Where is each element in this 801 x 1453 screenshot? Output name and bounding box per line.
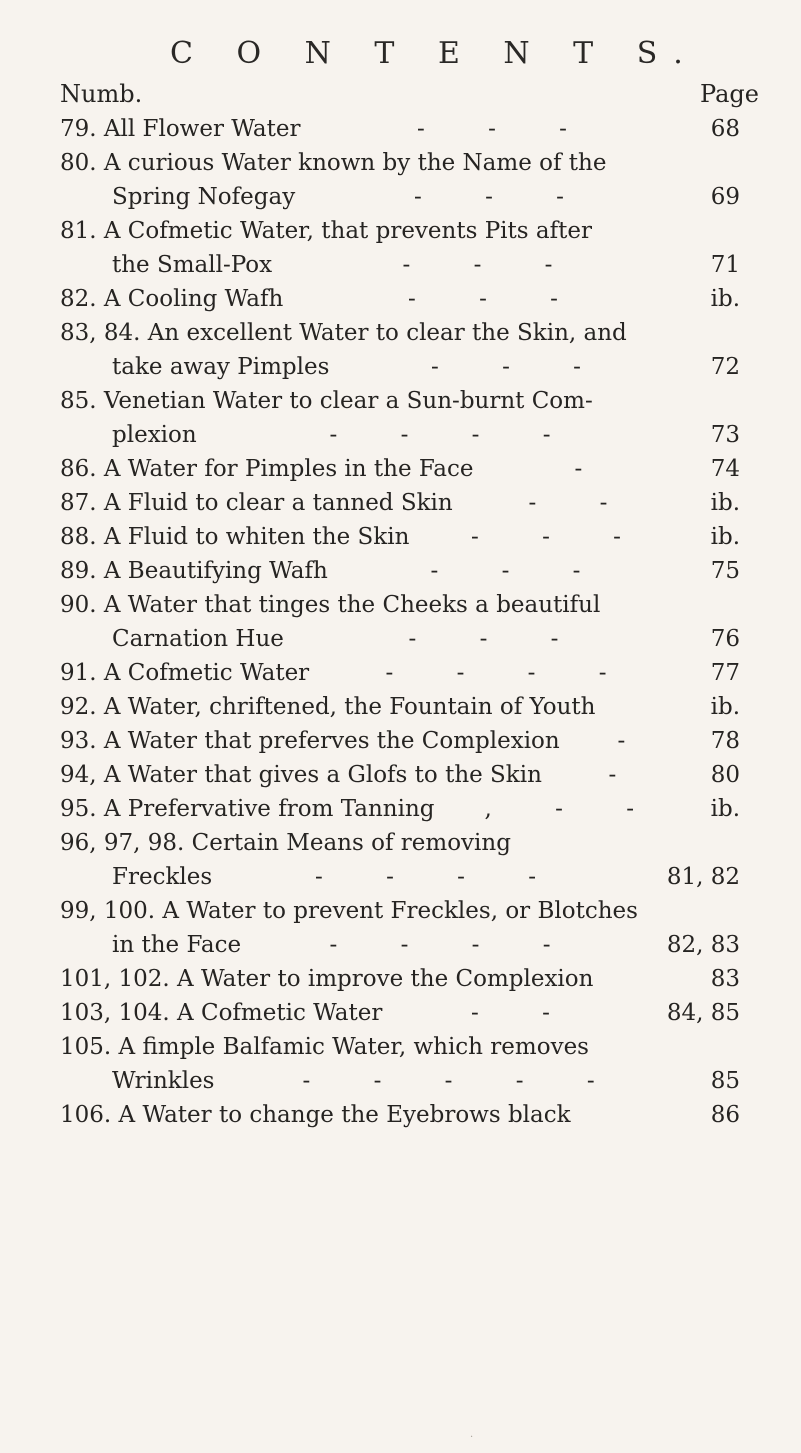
page-smudge: ·	[470, 1432, 474, 1443]
entry-title-text: 82. A Cooling Wafh	[60, 286, 284, 312]
entry-title-text: 105. A fimple Balfamic Water, which removes	[60, 1034, 589, 1060]
entry-title-text: Freckles	[112, 864, 213, 890]
entry-page-number: 85	[710, 1068, 740, 1094]
entry-title-line	[60, 792, 740, 826]
entry-title-text: 92. A Water, chriftened, the Fountain of Youth	[60, 694, 596, 720]
leader-dashes: - - -	[414, 184, 592, 210]
entry-page-number: 76	[710, 626, 740, 652]
entry-title-line	[60, 724, 740, 758]
entry-title-line	[60, 758, 740, 792]
contents-entry	[60, 282, 740, 316]
contents-entry	[60, 520, 740, 554]
entry-title-text: 101, 102. A Water to improve the Complexion	[60, 966, 594, 992]
leader-dashes: - - -	[402, 252, 581, 278]
entry-title-line	[60, 112, 740, 146]
entry-continuation-line	[60, 180, 740, 214]
contents-entry	[60, 554, 740, 588]
entry-title-text: Carnation Hue	[112, 626, 284, 652]
entry-title-text: 91. A Cofmetic Water	[60, 660, 310, 686]
contents-entry	[60, 996, 740, 1030]
entry-title-text: 80. A curious Water known by the Name of the	[60, 150, 607, 176]
entry-title-text: take away Pimples	[112, 354, 330, 380]
entry-continuation-line	[60, 860, 740, 894]
number-column-header: Numb.	[60, 80, 143, 108]
contents-entry	[60, 146, 740, 214]
entry-title-text: in the Face	[112, 932, 242, 958]
entry-title-line	[60, 1030, 740, 1064]
entry-title-line	[60, 826, 740, 860]
leader-dashes: - - - -	[329, 932, 579, 958]
leader-dashes: - - - - -	[302, 1068, 623, 1094]
contents-entry	[60, 452, 740, 486]
entry-title-text: 106. A Water to change the Eyebrows black	[60, 1102, 571, 1128]
entry-title-line	[60, 656, 740, 690]
entry-title-text: 83, 84. An excellent Water to clear the Skin, and	[60, 320, 627, 346]
entry-title-text: 99, 100. A Water to prevent Freckles, or Blotches	[60, 898, 638, 924]
entry-page-number: ib.	[710, 694, 740, 720]
entry-page-number: 80	[710, 762, 740, 788]
entry-title-text: 96, 97, 98. Certain Means of removing	[60, 830, 511, 856]
entry-page-number: ib.	[710, 490, 740, 516]
leader-dashes: -	[617, 728, 654, 754]
entry-page-number: 86	[710, 1102, 740, 1128]
entry-continuation-line	[60, 248, 740, 282]
contents-entry	[60, 826, 740, 894]
entry-page-number: 72	[710, 354, 740, 380]
contents-entry	[60, 316, 740, 384]
entry-page-number: 84, 85	[666, 1000, 740, 1026]
entry-title-line	[60, 214, 740, 248]
entry-title-text: 79. All Flower Water	[60, 116, 301, 142]
entry-title-text: 87. A Fluid to clear a tanned Skin	[60, 490, 453, 516]
contents-entry	[60, 656, 740, 690]
entry-page-number: 68	[710, 116, 740, 142]
entry-page-number: 77	[710, 660, 740, 686]
entry-page-number: 75	[710, 558, 740, 584]
contents-entry	[60, 690, 740, 724]
contents-entry	[60, 962, 740, 996]
contents-entry	[60, 214, 740, 282]
entry-title-line	[60, 1098, 740, 1132]
entry-title-text: 88. A Fluid to whiten the Skin	[60, 524, 410, 550]
entry-title-line	[60, 894, 740, 928]
entry-page-number: ib.	[710, 796, 740, 822]
entry-title-text: 95. A Prefervative from Tanning	[60, 796, 435, 822]
entry-title-line	[60, 146, 740, 180]
entry-title-line	[60, 316, 740, 350]
leader-dashes: - -	[528, 490, 636, 516]
entry-title-text: 89. A Beautifying Wafh	[60, 558, 328, 584]
entry-title-text: 93. A Water that preferves the Complexion	[60, 728, 560, 754]
entry-title-line	[60, 962, 740, 996]
entry-page-number: ib.	[710, 286, 740, 312]
entry-continuation-line	[60, 1064, 740, 1098]
entry-title-line	[60, 452, 740, 486]
leader-dashes: - -	[471, 1000, 578, 1026]
entry-title-text: Spring Nofegay	[112, 184, 296, 210]
entry-title-line	[60, 520, 740, 554]
entry-page-number: 78	[710, 728, 740, 754]
entry-title-line	[60, 384, 740, 418]
contents-entry	[60, 894, 740, 962]
entry-title-line	[60, 588, 740, 622]
entry-page-number: 74	[710, 456, 740, 482]
entry-title-text: plexion	[112, 422, 197, 448]
leader-dashes: - - -	[408, 286, 586, 312]
contents-entry	[60, 758, 740, 792]
leader-dashes: - - - -	[329, 422, 579, 448]
leader-dashes: -	[574, 456, 611, 482]
entry-title-line	[60, 996, 740, 1030]
entry-page-number: ib.	[710, 524, 740, 550]
entry-continuation-line	[60, 418, 740, 452]
page-title: C O N T E N T S.	[170, 36, 700, 71]
entry-continuation-line	[60, 928, 740, 962]
entry-title-text: 81. A Cofmetic Water, that prevents Pits after	[60, 218, 592, 244]
entry-title-line	[60, 282, 740, 316]
contents-entry	[60, 724, 740, 758]
leader-dashes: -	[608, 762, 645, 788]
entry-title-text: 86. A Water for Pimples in the Face	[60, 456, 474, 482]
leader-dashes: - - - -	[315, 864, 565, 890]
contents-entry	[60, 486, 740, 520]
leader-dashes: - - -	[408, 626, 587, 652]
leader-dashes: - - - -	[385, 660, 635, 686]
contents-entry	[60, 1098, 740, 1132]
leader-dashes: - - -	[431, 354, 609, 380]
entry-title-text: 90. A Water that tinges the Cheeks a beautiful	[60, 592, 601, 618]
contents-entry	[60, 112, 740, 146]
entry-title-text: 103, 104. A Cofmetic Water	[60, 1000, 383, 1026]
entry-continuation-line	[60, 622, 740, 656]
entry-title-text: Wrinkles	[112, 1068, 215, 1094]
page-column-header: Page	[700, 80, 759, 108]
entry-title-line	[60, 554, 740, 588]
entry-page-number: 81, 82	[666, 864, 740, 890]
contents-list	[60, 112, 740, 1132]
leader-dashes: , - -	[484, 796, 662, 822]
entry-page-number: 69	[710, 184, 740, 210]
contents-entry	[60, 588, 740, 656]
entry-continuation-line	[60, 350, 740, 384]
entry-page-number: 82, 83	[666, 932, 740, 958]
leader-dashes: - - -	[430, 558, 609, 584]
entry-title-line	[60, 690, 740, 724]
entry-title-text: 85. Venetian Water to clear a Sun-burnt Com-	[60, 388, 593, 414]
entry-page-number: 73	[710, 422, 740, 448]
entry-title-line	[60, 486, 740, 520]
contents-entry	[60, 1030, 740, 1098]
contents-entry	[60, 792, 740, 826]
leader-dashes: - - -	[471, 524, 649, 550]
entry-page-number: 83	[710, 966, 740, 992]
entry-page-number: 71	[710, 252, 740, 278]
entry-title-text: 94, A Water that gives a Glofs to the Skin	[60, 762, 542, 788]
entry-title-text: the Small-Pox	[112, 252, 273, 278]
leader-dashes: - - -	[417, 116, 595, 142]
contents-entry	[60, 384, 740, 452]
